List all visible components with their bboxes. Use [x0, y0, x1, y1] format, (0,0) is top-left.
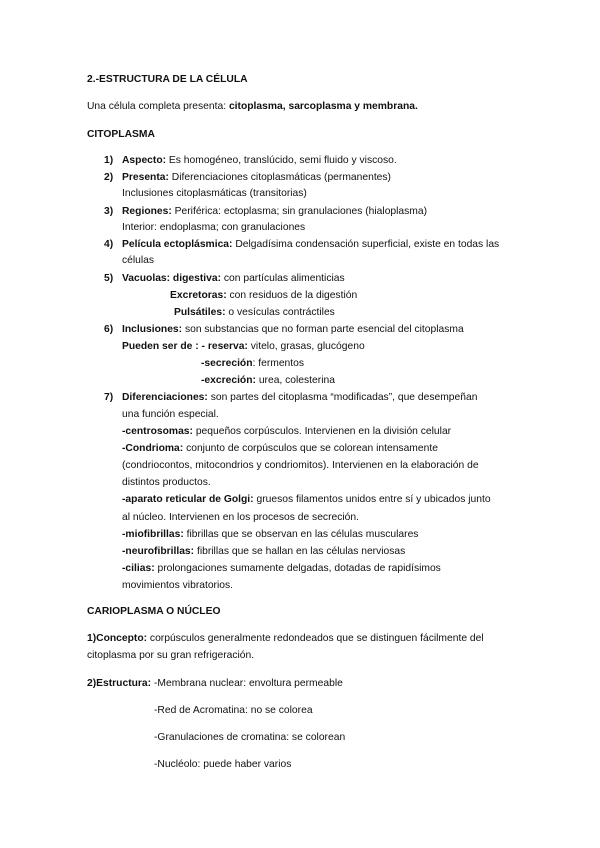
estructura-item-2: -Granulaciones de cromatina: se colorean — [154, 732, 346, 743]
item-2-continuation: Inclusiones citoplasmáticas (transitorias) — [122, 188, 307, 199]
item-7 — [122, 391, 477, 404]
detail-neurofibrillas-label: -neurofibrillas: — [122, 546, 195, 557]
item-4-text: Delgadísima condensación superficial, existe en todas las — [232, 239, 500, 250]
detail-condrioma — [122, 442, 438, 455]
detail-cilias — [122, 562, 441, 575]
item-6-sub-2-label: -excreción: — [201, 375, 256, 386]
item-6-text: son substancias que no forman parte esencial del citoplasma — [182, 324, 464, 335]
detail-condrioma-line-2: (condriocontos, mitocondrios y condriomitos). Intervienen en la elaboración de — [122, 460, 479, 471]
item-5-text: con partículas alimenticias — [221, 273, 345, 284]
estructura-label: 2)Estructura: — [87, 678, 152, 689]
detail-cilias-line-2: movimientos vibratorios. — [122, 580, 234, 591]
item-2-label: Presenta: — [122, 172, 169, 183]
item-6-sub-1-label: -secreción — [201, 358, 253, 369]
estructura-first: -Membrana nuclear: envoltura permeable — [151, 678, 343, 689]
concepto-continuation: citoplasma por su gran refrigeración. — [87, 650, 255, 661]
item-3 — [122, 205, 427, 218]
item-6-pueden-text: vitelo, grasas, glucógeno — [247, 341, 365, 352]
item-5-sub-1-label: Excretoras: — [170, 290, 227, 301]
detail-cilias-label: -cilias: — [122, 563, 155, 574]
item-1-label: Aspecto: — [122, 155, 167, 166]
detail-condrioma-label: -Condrioma: — [122, 443, 184, 454]
detail-condrioma-text: conjunto de corpúsculos que se colorean intensamente — [183, 443, 438, 454]
item-4-label: Película ectoplásmica: — [122, 239, 233, 250]
item-5-label: Vacuolas: digestiva: — [122, 273, 222, 284]
detail-neurofibrillas-text: fibrillas que se hallan en las células nerviosas — [194, 546, 406, 557]
citoplasma-heading: CITOPLASMA — [87, 129, 155, 140]
item-2 — [122, 171, 391, 184]
item-4 — [122, 238, 499, 251]
detail-cilias-text: prolongaciones sumamente delgadas, dotadas de rapidísimos — [154, 563, 441, 574]
detail-miofibrillas-label: -miofibrillas: — [122, 529, 184, 540]
item-6-sub-1-text: : fermentos — [252, 358, 305, 369]
item-7-label: Diferenciaciones: — [122, 392, 208, 403]
item-7-text: son partes del citoplasma “modificadas”, que desempeñan — [207, 392, 478, 403]
intro-text: Una célula completa presenta: — [87, 101, 229, 112]
item-6-sub-2 — [201, 374, 335, 387]
item-2-text: Diferenciaciones citoplasmáticas (permanentes) — [168, 172, 391, 183]
item-1-number: 1) — [104, 155, 114, 166]
item-2-number: 2) — [104, 172, 114, 183]
detail-centrosomas-text: pequeños corpúsculos. Intervienen en la división celular — [192, 426, 452, 437]
concepto-text: corpúsculos generalmente redondeados que se distinguen fácilmente del — [147, 633, 484, 644]
item-6-label: Inclusiones: — [122, 324, 183, 335]
item-7-continuation: una función especial. — [122, 409, 219, 420]
item-6-sub-1 — [201, 357, 304, 370]
detail-miofibrillas — [122, 528, 418, 541]
detail-miofibrillas-text: fibrillas que se observan en las células musculares — [183, 529, 419, 540]
item-5 — [122, 272, 345, 285]
item-4-continuation: células — [122, 255, 155, 266]
carioplasma-heading: CARIOPLASMA O NÚCLEO — [87, 606, 221, 617]
detail-golgi — [122, 493, 491, 506]
item-5-sub-1 — [170, 289, 357, 302]
item-6 — [122, 323, 464, 336]
page-title: 2.-ESTRUCTURA DE LA CÉLULA — [87, 74, 248, 85]
item-4-number: 4) — [104, 239, 114, 250]
detail-centrosomas — [122, 425, 451, 438]
intro-paragraph — [87, 100, 418, 113]
item-5-sub-2-label: Pulsátiles: — [174, 307, 226, 318]
item-3-number: 3) — [104, 206, 114, 217]
item-3-text: Periférica: ectoplasma; sin granulaciones (hialoplasma) — [171, 206, 428, 217]
estructura-item-3: -Nucléolo: puede haber varios — [154, 759, 292, 770]
item-5-sub-2 — [174, 306, 335, 319]
item-6-number: 6) — [104, 324, 114, 335]
item-6-pueden-label: Pueden ser de : - reserva: — [122, 341, 248, 352]
item-7-number: 7) — [104, 392, 114, 403]
item-1-text: Es homogéneo, translúcido, semi fluido y viscoso. — [166, 155, 397, 166]
detail-centrosomas-label: -centrosomas: — [122, 426, 193, 437]
intro-bold: citoplasma, sarcoplasma y membrana. — [228, 101, 418, 112]
estructura-item-1: -Red de Acromatina: no se colorea — [154, 705, 313, 716]
item-5-number: 5) — [104, 273, 114, 284]
item-5-sub-2-text: o vesículas contráctiles — [225, 307, 335, 318]
estructura — [87, 677, 343, 690]
concepto — [87, 632, 484, 645]
item-6-pueden — [122, 340, 365, 353]
item-5-sub-1-text: con residuos de la digestión — [226, 290, 358, 301]
detail-condrioma-line-3: distintos productos. — [122, 477, 211, 488]
item-6-sub-2-text: urea, colesterina — [255, 375, 335, 386]
concepto-label: 1)Concepto: — [87, 633, 148, 644]
detail-golgi-label: -aparato reticular de Golgi: — [122, 494, 254, 505]
detail-golgi-text: gruesos filamentos unidos entre sí y ubicados junto — [253, 494, 491, 505]
detail-golgi-line-2: al núcleo. Intervienen en los procesos de secreción. — [122, 512, 359, 523]
detail-neurofibrillas — [122, 545, 405, 558]
item-3-continuation: Interior: endoplasma; con granulaciones — [122, 222, 306, 233]
item-3-label: Regiones: — [122, 206, 172, 217]
item-1 — [122, 154, 397, 167]
